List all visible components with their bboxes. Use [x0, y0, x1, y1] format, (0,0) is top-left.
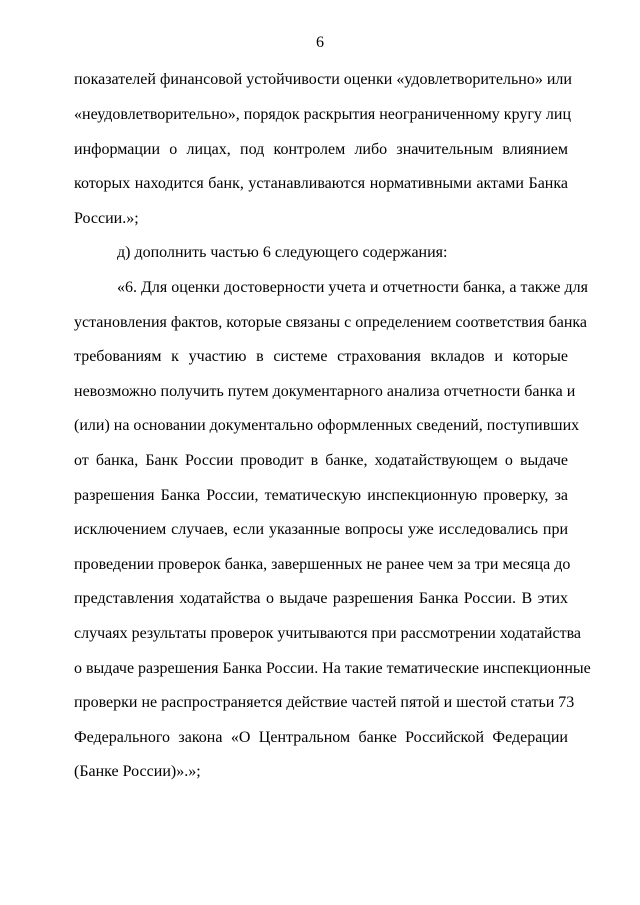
text-line: (Банке России)».»;: [74, 763, 201, 780]
text-line: о выдаче разрешения Банка России. На такие тематические инспекционные: [74, 660, 591, 677]
text-line: д) дополнить частью 6 следующего содержания:: [117, 244, 448, 261]
text-line: информации о лицах, под контролем либо значительным влиянием: [74, 141, 568, 158]
text-line: исключением случаев, если указанные вопросы уже исследовались при: [74, 521, 568, 538]
text-line: от банка, Банк России проводит в банке, ходатайствующем о выдаче: [74, 452, 568, 469]
text-line: «неудовлетворительно», порядок раскрытия неограниченному кругу лиц: [74, 106, 572, 123]
page-number: 6: [316, 34, 324, 51]
text-line: показателей финансовой устойчивости оценки «удовлетворительно» или: [74, 71, 572, 88]
text-line: проверки не распространяется действие частей пятой и шестой статьи 73: [74, 694, 575, 711]
text-line: которых находится банк, устанавливаются нормативными актами Банка: [74, 175, 568, 192]
text-line: требованиям к участию в системе страхования вкладов и которые: [74, 348, 568, 365]
text-line: России.»;: [74, 210, 139, 227]
text-line: разрешения Банка России, тематическую инспекционную проверку, за: [74, 487, 568, 504]
text-line: невозможно получить путем документарного анализа отчетности банка и: [74, 383, 576, 400]
text-line: «6. Для оценки достоверности учета и отчетности банка, а также для: [117, 279, 588, 296]
text-line: установления фактов, которые связаны с определением соответствия банка: [74, 314, 588, 331]
text-line: (или) на основании документально оформленных сведений, поступивших: [74, 417, 580, 434]
text-line: случаях результаты проверок учитываются при рассмотрении ходатайства: [74, 625, 582, 642]
text-line: представления ходатайства о выдаче разрешения Банка России. В этих: [74, 590, 568, 607]
text-line: Федерального закона «О Центральном банке Российской Федерации: [74, 729, 568, 746]
text-line: проведении проверок банка, завершенных не ранее чем за три месяца до: [74, 556, 571, 573]
